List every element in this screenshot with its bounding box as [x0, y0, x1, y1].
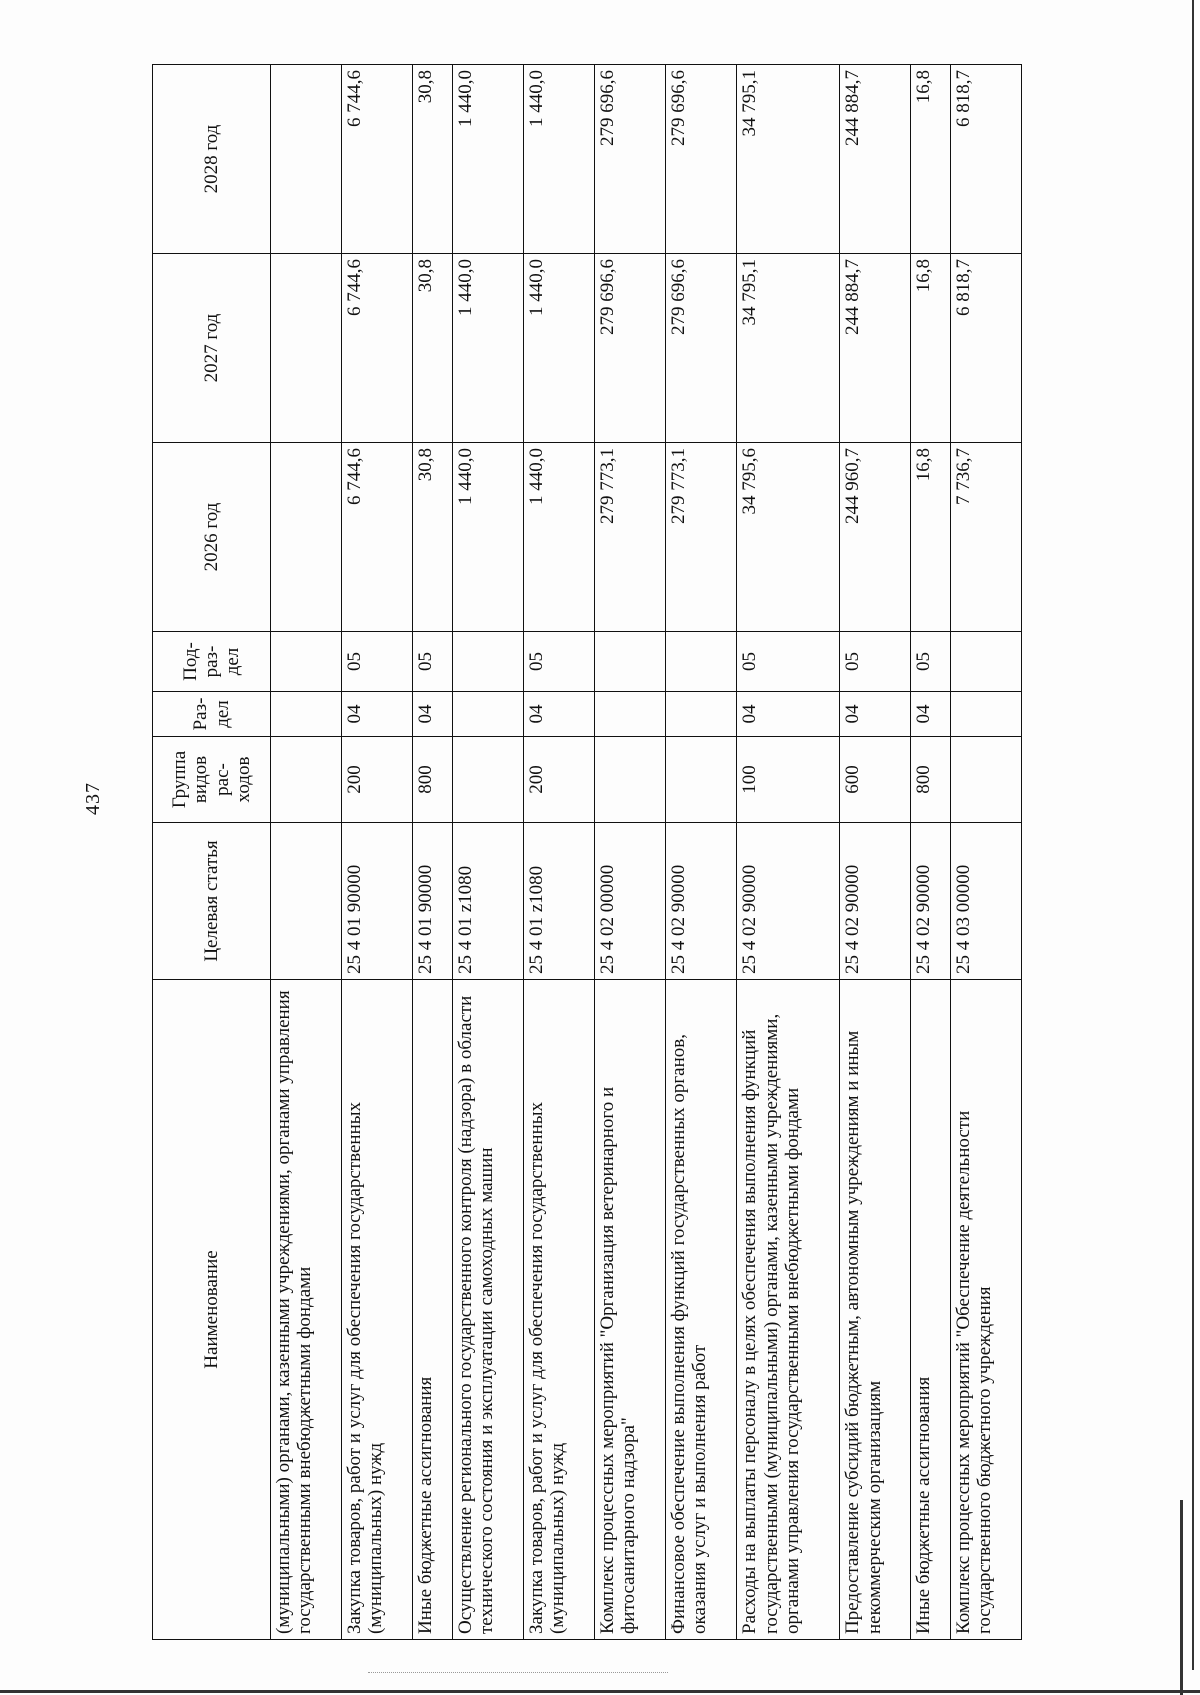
scan-edge-top-right — [1192, 0, 1194, 1670]
cell-section: 04 — [911, 692, 950, 737]
cell-group: 600 — [840, 737, 911, 823]
header-name: Наименование — [153, 980, 271, 1640]
table-row — [840, 65, 911, 1640]
cell-target: 25 4 01 90000 — [413, 823, 452, 980]
cell-section — [452, 692, 523, 737]
cell-2028: 16,8 — [911, 65, 950, 254]
cell-name: Предоставление субсидий бюджетным, автономным учреждениям и иным некоммерческим организациям — [840, 980, 911, 1640]
scan-edge-bottom — [0, 1690, 1200, 1693]
budget-table — [152, 64, 1022, 1640]
cell-2027: 6 818,7 — [950, 254, 1021, 443]
cell-target: 25 4 03 00000 — [950, 823, 1021, 980]
cell-subsection: 05 — [737, 632, 840, 692]
cell-section: 04 — [523, 692, 594, 737]
cell-2026: 244 960,7 — [840, 443, 911, 632]
cell-2026: 34 795,6 — [737, 443, 840, 632]
cell-subsection: 05 — [840, 632, 911, 692]
table-row — [413, 65, 452, 1640]
header-2027: 2027 год — [153, 254, 271, 443]
cell-2028 — [271, 65, 342, 254]
cell-2027: 16,8 — [911, 254, 950, 443]
cell-2026: 1 440,0 — [523, 443, 594, 632]
cell-name: Иные бюджетные ассигнования — [413, 980, 452, 1640]
cell-target: 25 4 02 90000 — [840, 823, 911, 980]
cell-subsection — [666, 632, 737, 692]
cell-group — [950, 737, 1021, 823]
cell-target — [271, 823, 342, 980]
budget-table-rotated — [152, 65, 1022, 1640]
cell-subsection — [594, 632, 665, 692]
cell-name: Закупка товаров, работ и услуг для обеспечения государственных (муниципальных) нужд — [342, 980, 413, 1640]
cell-name: Финансовое обеспечение выполнения функций государственных органов, оказания услуг и выполнения работ — [666, 980, 737, 1640]
header-target: Целевая статья — [153, 823, 271, 980]
table-header-row — [153, 65, 271, 1640]
cell-2028: 6 818,7 — [950, 65, 1021, 254]
page-number: 437 — [82, 782, 104, 815]
cell-group: 200 — [342, 737, 413, 823]
table-row — [594, 65, 665, 1640]
cell-name: Иные бюджетные ассигнования — [911, 980, 950, 1640]
header-2026: 2026 год — [153, 443, 271, 632]
cell-group — [271, 737, 342, 823]
cell-name: Комплекс процессных мероприятий "Организация ветеринарного и фитосанитарного надзора" — [594, 980, 665, 1640]
table-row — [342, 65, 413, 1640]
header-subsection: Под-раз-дел — [153, 632, 271, 692]
cell-2027: 1 440,0 — [452, 254, 523, 443]
cell-name: Комплекс процессных мероприятий "Обеспечение деятельности государственного бюджетного учреждения — [950, 980, 1021, 1640]
cell-subsection: 05 — [342, 632, 413, 692]
cell-2028: 30,8 — [413, 65, 452, 254]
cell-2028: 6 744,6 — [342, 65, 413, 254]
cell-2026: 6 744,6 — [342, 443, 413, 632]
table-row — [737, 65, 840, 1640]
cell-2028: 1 440,0 — [452, 65, 523, 254]
cell-target: 25 4 01 z1080 — [523, 823, 594, 980]
cell-2026: 279 773,1 — [666, 443, 737, 632]
cell-2027: 279 696,6 — [594, 254, 665, 443]
cell-target: 25 4 02 00000 — [594, 823, 665, 980]
cell-2027: 279 696,6 — [666, 254, 737, 443]
table-row — [452, 65, 523, 1640]
cell-subsection: 05 — [911, 632, 950, 692]
cell-2028: 34 795,1 — [737, 65, 840, 254]
scan-edge-right-lower — [1180, 1500, 1183, 1695]
cell-target: 25 4 02 90000 — [737, 823, 840, 980]
cell-subsection: 05 — [413, 632, 452, 692]
cell-section: 04 — [737, 692, 840, 737]
cell-group: 800 — [911, 737, 950, 823]
cell-2028: 1 440,0 — [523, 65, 594, 254]
header-group: Группа видов рас-ходов — [153, 737, 271, 823]
cell-2027: 6 744,6 — [342, 254, 413, 443]
cell-2026: 30,8 — [413, 443, 452, 632]
cell-group — [452, 737, 523, 823]
cell-section: 04 — [413, 692, 452, 737]
cell-group: 100 — [737, 737, 840, 823]
header-section: Раз-дел — [153, 692, 271, 737]
cell-subsection — [950, 632, 1021, 692]
header-2028: 2028 год — [153, 65, 271, 254]
cell-target: 25 4 01 z1080 — [452, 823, 523, 980]
cell-2027: 34 795,1 — [737, 254, 840, 443]
cell-2027: 1 440,0 — [523, 254, 594, 443]
cell-section — [950, 692, 1021, 737]
cell-target: 25 4 01 90000 — [342, 823, 413, 980]
cell-name: Расходы на выплаты персоналу в целях обеспечения выполнения функций государственными (муниципальными) органами, казенными учреждениями, органами управления государственными внебюджетными фондами — [737, 980, 840, 1640]
scan-noise — [368, 1672, 668, 1673]
cell-group — [594, 737, 665, 823]
cell-2028: 244 884,7 — [840, 65, 911, 254]
cell-group — [666, 737, 737, 823]
cell-section — [271, 692, 342, 737]
cell-2028: 279 696,6 — [594, 65, 665, 254]
cell-2028: 279 696,6 — [666, 65, 737, 254]
cell-section — [666, 692, 737, 737]
cell-2026: 1 440,0 — [452, 443, 523, 632]
cell-2027: 30,8 — [413, 254, 452, 443]
table-row — [666, 65, 737, 1640]
cell-2027 — [271, 254, 342, 443]
cell-2026: 16,8 — [911, 443, 950, 632]
cell-name: (муниципальными) органами, казенными учреждениями, органами управления государственными внебюджетными фондами — [271, 980, 342, 1640]
cell-group: 200 — [523, 737, 594, 823]
cell-target: 25 4 02 90000 — [666, 823, 737, 980]
cell-name: Осуществление регионального государственного контроля (надзора) в области технического состояния и эксплуатации самоходных машин — [452, 980, 523, 1640]
table-row — [271, 65, 342, 1640]
cell-group: 800 — [413, 737, 452, 823]
cell-2027: 244 884,7 — [840, 254, 911, 443]
cell-section: 04 — [342, 692, 413, 737]
cell-2026: 279 773,1 — [594, 443, 665, 632]
cell-name: Закупка товаров, работ и услуг для обеспечения государственных (муниципальных) нужд — [523, 980, 594, 1640]
cell-subsection — [271, 632, 342, 692]
cell-section: 04 — [840, 692, 911, 737]
cell-subsection — [452, 632, 523, 692]
table-row — [523, 65, 594, 1640]
cell-2026 — [271, 443, 342, 632]
cell-target: 25 4 02 90000 — [911, 823, 950, 980]
cell-subsection: 05 — [523, 632, 594, 692]
table-row — [950, 65, 1021, 1640]
table-row — [911, 65, 950, 1640]
cell-2026: 7 736,7 — [950, 443, 1021, 632]
cell-section — [594, 692, 665, 737]
